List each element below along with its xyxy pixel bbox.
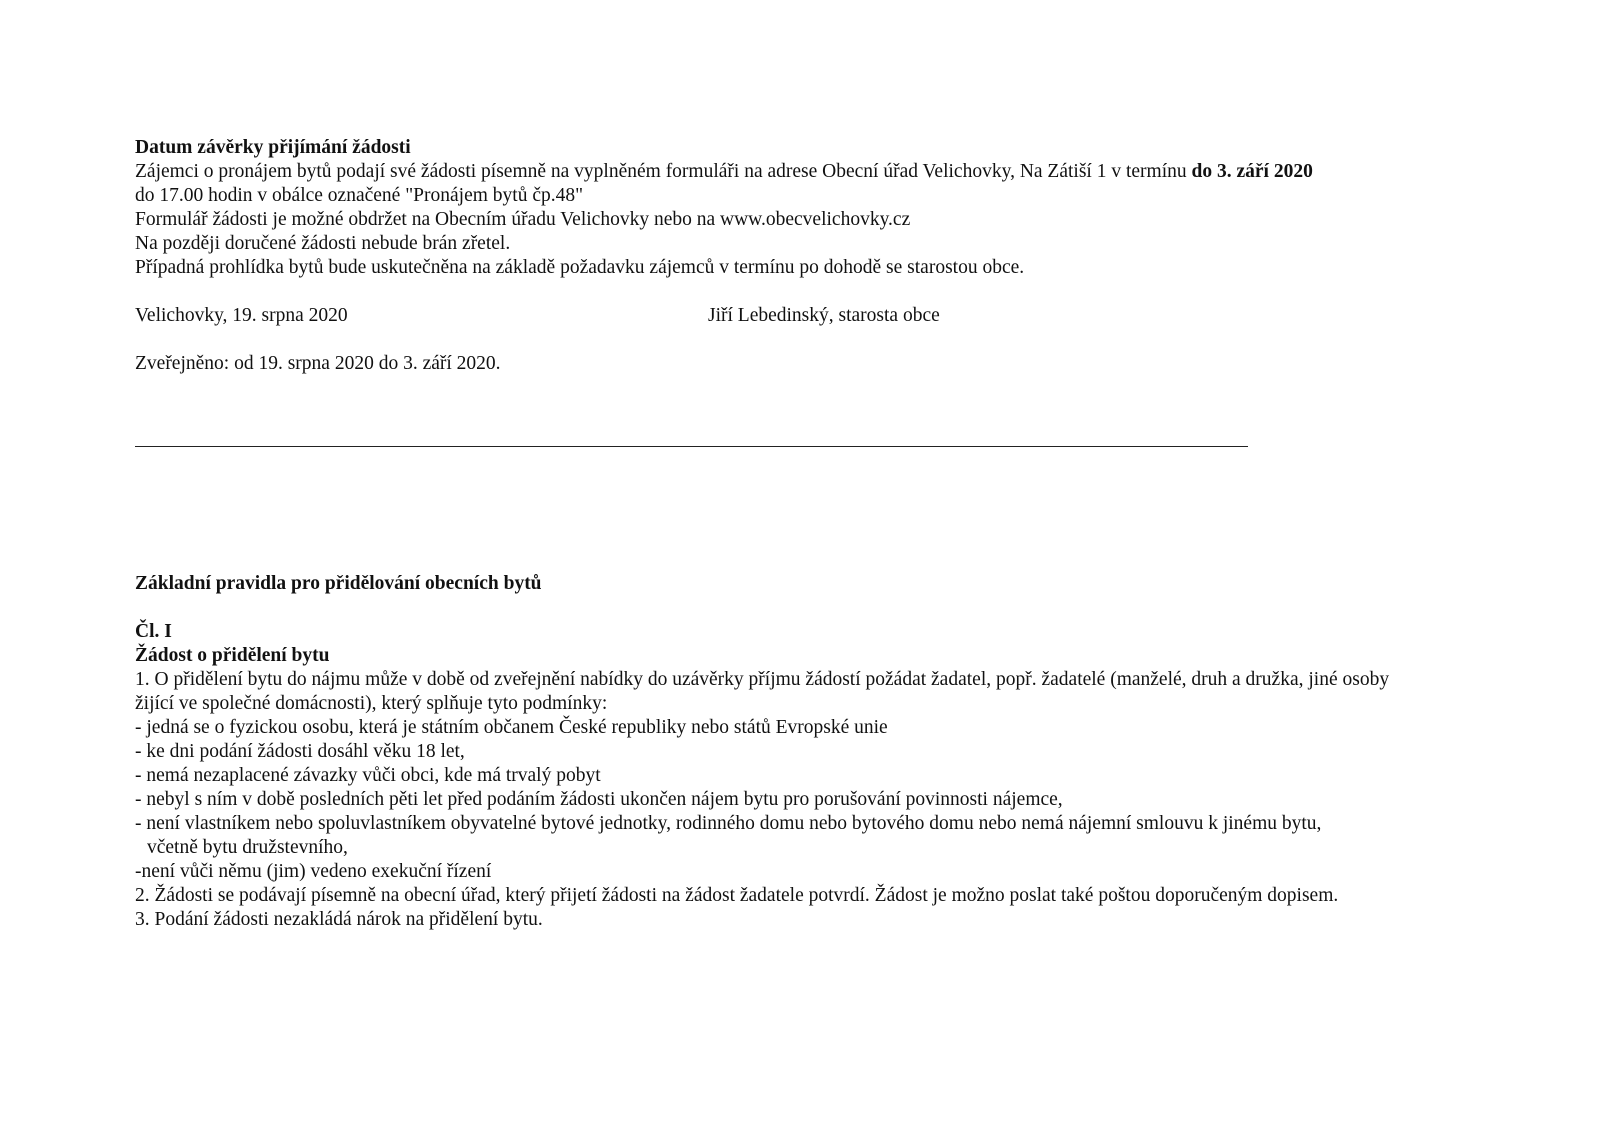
deadline-paragraph-line: Formulář žádosti je možné obdržet na Obecním úřadu Velichovky nebo na www.obecvelichovky.cz	[135, 209, 911, 230]
rules-line: - jedná se o fyzickou osobu, která je státním občanem České republiky nebo států Evropské unie	[135, 717, 888, 738]
rules-line: 1. O přidělení bytu do nájmu může v době od zveřejnění nabídky do uzávěrky příjmu žádostí požádat žadatel, popř. žadatelé (manželé, druh a družka, jiné osoby	[135, 669, 1390, 690]
deadline-paragraph-line: Případná prohlídka bytů bude uskutečněna na základě požadavku zájemců v termínu po dohodě se starostou obce.	[135, 257, 1025, 278]
rules-line: - není vlastníkem nebo spoluvlastníkem obyvatelné bytové jednotky, rodinného domu nebo bytového domu nebo nemá nájemní smlouvu k jinému bytu,	[135, 813, 1322, 834]
rules-line: žijící ve společné domácnosti), který splňuje tyto podmínky:	[135, 693, 608, 714]
rules-line: -není vůči němu (jim) vedeno exekuční řízení	[135, 861, 492, 882]
published-note: Zveřejněno: od 19. srpna 2020 do 3. září 2020.	[135, 353, 501, 374]
deadline-text: Zájemci o pronájem bytů podají své žádosti písemně na vyplněném formuláři na adrese Obecní úřad Velichovky, Na Zátiší 1 v termínu	[135, 161, 1192, 182]
article-title: Žádost o přidělení bytu	[135, 645, 330, 666]
rules-line: - nebyl s ním v době posledních pěti let před podáním žádosti ukončen nájem bytu pro porušování povinnosti nájemce,	[135, 789, 1063, 810]
rules-line: včetně bytu družstevního,	[147, 837, 348, 858]
deadline-paragraph-line	[135, 160, 1313, 184]
signature: Jiří Lebedinský, starosta obce	[708, 305, 940, 326]
deadline-date: do 3. září 2020	[1191, 161, 1313, 182]
rules-line: - ke dni podání žádosti dosáhl věku 18 let,	[135, 741, 465, 762]
deadline-paragraph-line: Na později doručené žádosti nebude brán zřetel.	[135, 233, 511, 254]
deadline-paragraph-line: do 17.00 hodin v obálce označené "Pronájem bytů čp.48"	[135, 185, 584, 206]
deadline-heading: Datum závěrky přijímání žádosti	[135, 137, 411, 158]
horizontal-divider	[135, 446, 1248, 447]
article-number: Čl. I	[135, 621, 172, 642]
rules-line: - nemá nezaplacené závazky vůči obci, kde má trvalý pobyt	[135, 765, 601, 786]
rules-line: 2. Žádosti se podávají písemně na obecní úřad, který přijetí žádosti na žádost žadatele potvrdí. Žádost je možno poslat také poštou doporučeným dopisem.	[135, 885, 1339, 906]
place-date: Velichovky, 19. srpna 2020	[135, 305, 348, 326]
rules-line: 3. Podání žádosti nezakládá nárok na přidělení bytu.	[135, 909, 543, 930]
rules-title: Základní pravidla pro přidělování obecních bytů	[135, 573, 542, 594]
